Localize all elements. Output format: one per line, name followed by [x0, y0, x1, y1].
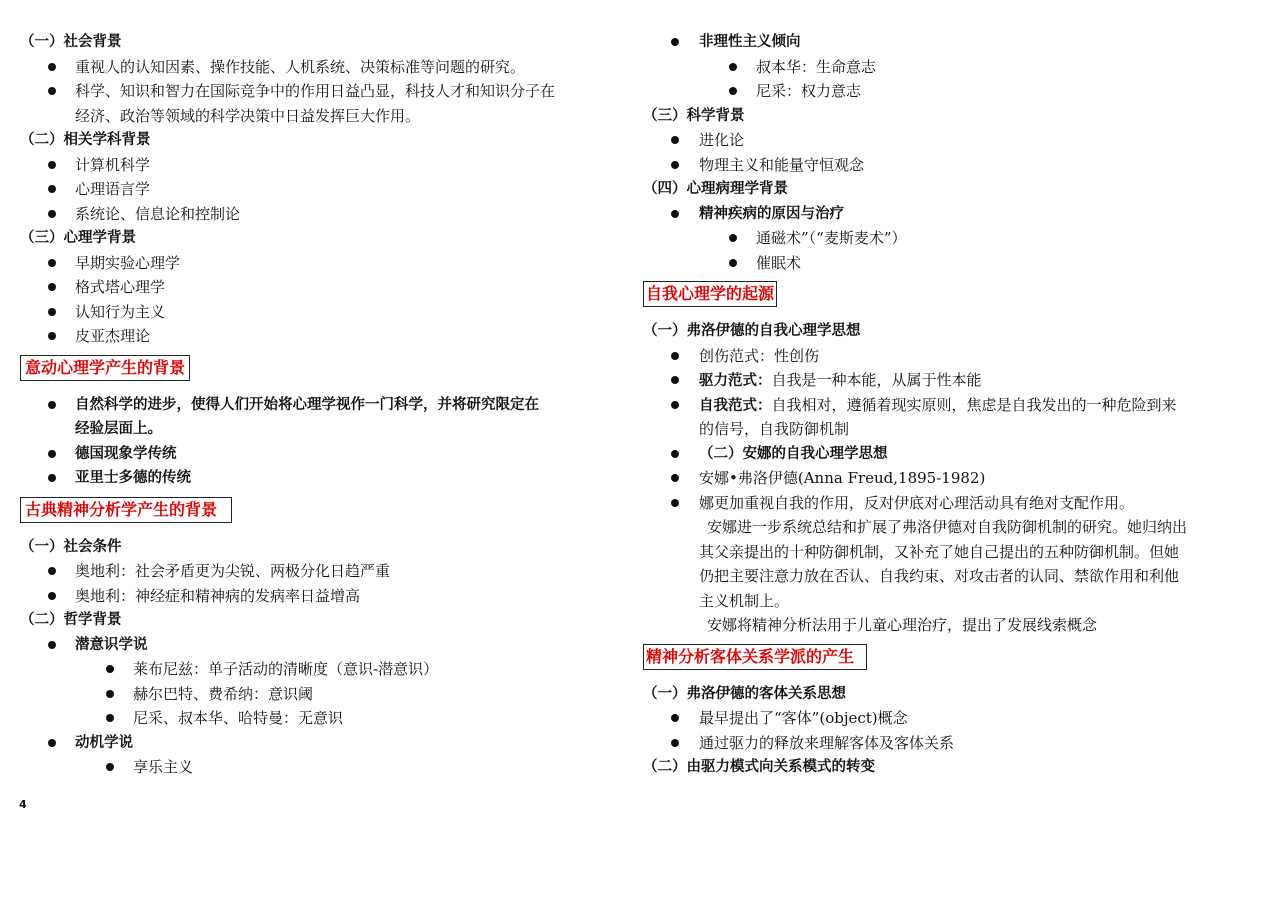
- list-item: 奥地利：神经症和精神病的发病率日益增高: [20, 584, 620, 609]
- list-item: 非理性主义倾向: [643, 30, 1263, 55]
- section-heading: （一）社会背景: [20, 34, 122, 50]
- sub-list-item: 尼采：权力意志: [643, 79, 1263, 104]
- list-item: 驱力范式：自我是一种本能，从属于性本能: [643, 368, 1263, 393]
- bullet-icon: [729, 87, 737, 95]
- bullet-icon: [48, 567, 56, 575]
- list-item: 心理语言学: [20, 177, 620, 202]
- list-item: 德国现象学传统: [20, 442, 620, 467]
- section-heading: （二）哲学背景: [20, 612, 122, 628]
- bullet-icon: [671, 474, 679, 482]
- list-item: 科学、知识和智力在国际竞争中的作用日益凸显，科技人才和知识分子在: [20, 79, 620, 104]
- list-item-continuation: 的信号，自我防御机制: [699, 420, 850, 438]
- title-box-row: [643, 644, 1263, 674]
- bullet-icon: [671, 714, 679, 722]
- bullet-icon: [48, 63, 56, 71]
- title-box-row: [643, 281, 1263, 311]
- bullet-icon: [48, 210, 56, 218]
- bullet-icon: [48, 641, 56, 649]
- bullet-icon: [729, 234, 737, 242]
- section-heading: （一）社会条件: [20, 538, 122, 555]
- boxed-title: 意动心理学产生的背景: [20, 355, 190, 381]
- bullet-icon: [106, 763, 114, 771]
- bullet-icon: [48, 308, 56, 316]
- bullet-icon: [48, 259, 56, 267]
- sub-list-item: 赫尔巴特、费希纳：意识阈: [20, 682, 620, 707]
- bullet-icon: [48, 87, 56, 95]
- list-item: 物理主义和能量守恒观念: [643, 153, 1263, 178]
- list-item: 自然科学的进步，使得人们开始将心理学视作一门科学，并将研究限定在: [20, 393, 620, 418]
- bullet-icon: [671, 161, 679, 169]
- title-box-row: [20, 355, 620, 385]
- list-item: （二）安娜的自我心理学思想: [643, 442, 1263, 467]
- paragraph-line: 安娜进一步系统总结和扩展了弗洛伊德对自我防御机制的研究。她归纳出: [707, 518, 1188, 536]
- title-box-row: [20, 497, 620, 527]
- bullet-icon: [106, 665, 114, 673]
- boxed-title: 自我心理学的起源: [643, 281, 777, 307]
- bullet-icon: [48, 161, 56, 169]
- bullet-icon: [48, 592, 56, 600]
- list-item: 计算机科学: [20, 153, 620, 178]
- left-column: [20, 30, 620, 780]
- boxed-title: 精神分析客体关系学派的产生: [643, 644, 867, 670]
- bullet-icon: [671, 38, 679, 46]
- list-item: 潜意识学说: [20, 633, 620, 658]
- list-item: 自我范式：自我相对，遵循着现实原则，焦虑是自我发出的一种危险到来: [643, 393, 1263, 418]
- list-item: 亚里士多德的传统: [20, 466, 620, 491]
- bullet-icon: [671, 739, 679, 747]
- sub-list-item: 尼采、叔本华、哈特曼：无意识: [20, 706, 620, 731]
- section-heading: （四）心理病理学背景: [643, 181, 788, 197]
- list-item: 动机学说: [20, 731, 620, 756]
- list-item: 格式塔心理学: [20, 275, 620, 300]
- bullet-icon: [671, 401, 679, 409]
- bullet-icon: [48, 283, 56, 291]
- list-item: 认知行为主义: [20, 300, 620, 325]
- bullet-icon: [729, 63, 737, 71]
- paragraph-line: 仍把主要注意力放在否认、自我约束、对攻击者的认同、禁欲作用和利他: [699, 567, 1180, 585]
- bullet-icon: [48, 401, 56, 409]
- bullet-icon: [671, 499, 679, 507]
- list-item: 重视人的认知因素、操作技能、人机系统、决策标准等问题的研究。: [20, 55, 620, 80]
- bullet-icon: [671, 376, 679, 384]
- list-item: 早期实验心理学: [20, 251, 620, 276]
- sub-list-item: 通磁术”（“麦斯麦术”）: [643, 226, 1263, 251]
- bullet-icon: [48, 450, 56, 458]
- bullet-icon: [48, 185, 56, 193]
- list-item: 奥地利：社会矛盾更为尖锐、两极分化日趋严重: [20, 559, 620, 584]
- bullet-icon: [48, 739, 56, 747]
- section-heading: （二）由驱力模式向关系模式的转变: [643, 759, 875, 775]
- section-heading: （一）弗洛伊德的客体关系思想: [643, 685, 846, 702]
- paragraph-line: 主义机制上。: [699, 591, 790, 610]
- list-item: 通过驱力的释放来理解客体及客体关系: [643, 731, 1263, 756]
- section-heading: （一）弗洛伊德的自我心理学思想: [643, 323, 861, 339]
- list-item: 创伤范式：性创伤: [643, 344, 1263, 369]
- page-number: 4: [19, 798, 27, 811]
- section-heading: （三）心理学背景: [20, 230, 136, 246]
- sub-list-item: 莱布尼兹：单子活动的清晰度（意识-潜意识）: [20, 657, 620, 682]
- list-item: 最早提出了“客体”(object)概念: [643, 706, 1263, 731]
- right-column: [643, 30, 1263, 780]
- bullet-icon: [671, 210, 679, 218]
- bullet-icon: [671, 136, 679, 144]
- list-item-continuation: 经济、政治等领域的科学决策中日益发挥巨大作用。: [75, 106, 421, 125]
- section-heading: （二）相关学科背景: [20, 132, 151, 148]
- bullet-icon: [48, 332, 56, 340]
- list-item: 皮亚杰理论: [20, 324, 620, 349]
- list-item: 安娜•弗洛伊德(Anna Freud,1895-1982): [643, 466, 1263, 491]
- list-item-continuation: 经验层面上。: [75, 421, 162, 437]
- bullet-icon: [48, 474, 56, 482]
- bullet-icon: [106, 690, 114, 698]
- list-item: 系统论、信息论和控制论: [20, 202, 620, 227]
- paragraph-line: 其父亲提出的十种防御机制，又补充了她自己提出的五种防御机制。但她: [699, 542, 1180, 561]
- bullet-icon: [729, 259, 737, 267]
- boxed-title: 古典精神分析学产生的背景: [20, 497, 232, 523]
- sub-list-item: 享乐主义: [20, 755, 620, 780]
- paragraph-line: 安娜将精神分析法用于儿童心理治疗，提出了发展线索概念: [707, 616, 1098, 634]
- bullet-icon: [671, 352, 679, 360]
- list-item: 进化论: [643, 128, 1263, 153]
- bullet-icon: [106, 714, 114, 722]
- sub-list-item: 叔本华：生命意志: [643, 55, 1263, 80]
- list-item: 精神疾病的原因与治疗: [643, 202, 1263, 227]
- bullet-icon: [671, 450, 679, 458]
- list-item: 娜更加重视自我的作用，反对伊底对心理活动具有绝对支配作用。: [643, 491, 1263, 516]
- sub-list-item: 催眠术: [643, 251, 1263, 276]
- section-heading: （三）科学背景: [643, 107, 745, 124]
